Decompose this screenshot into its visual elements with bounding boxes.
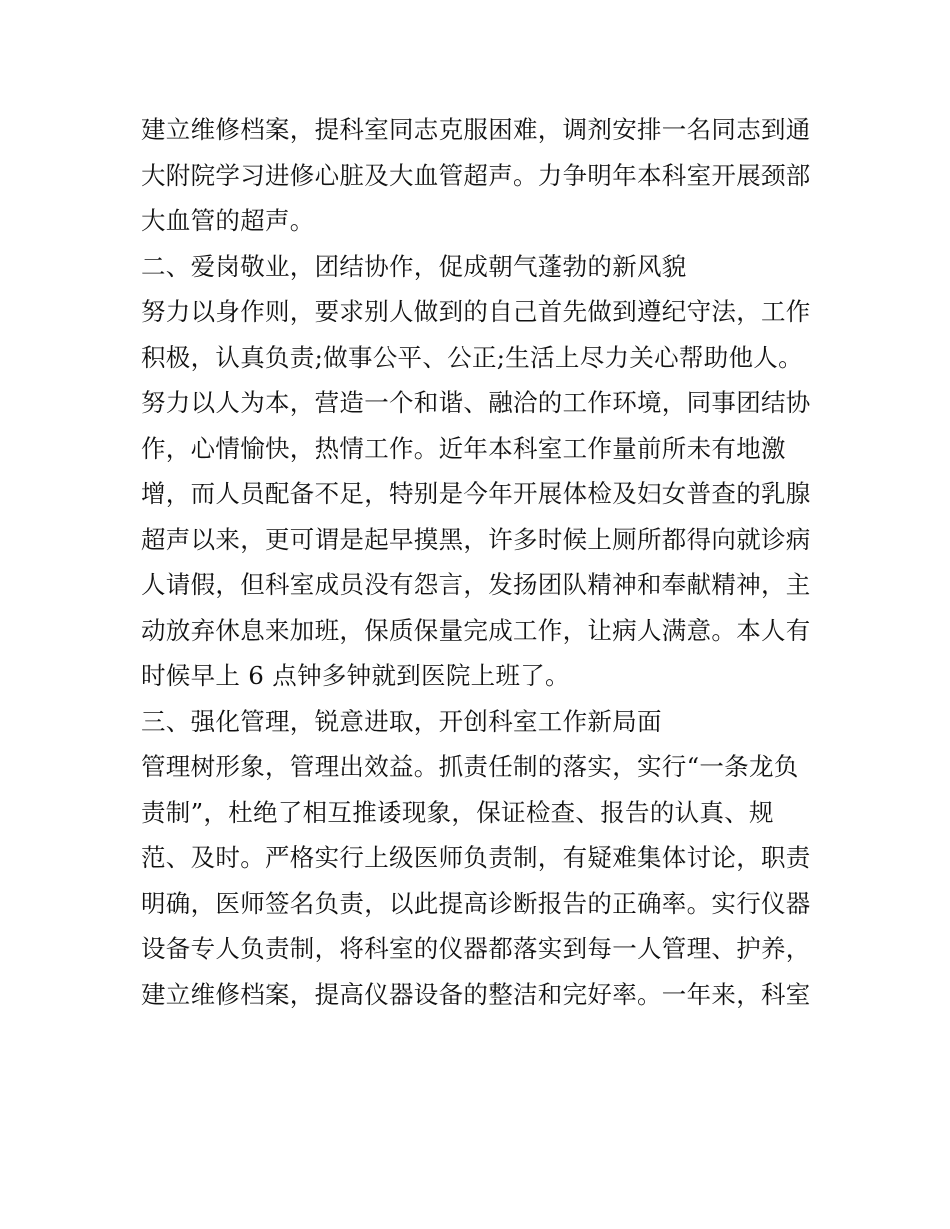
body-line: 动放弃休息来加班，保质保量完成工作，让病人满意。本人有	[141, 615, 811, 645]
body-line: 范、及时。严格实行上级医师负责制，有疑难集体讨论，职责	[141, 843, 811, 872]
body-line: 超声以来，更可谓是起早摸黑，许多时候上厕所都得向就诊病	[141, 524, 811, 554]
body-line: 增，而人员配备不足，特别是今年开展体检及妇女普查的乳腺	[141, 479, 811, 508]
body-line: 建立维修档案，提高仪器设备的整洁和完好率。一年来，科室	[141, 979, 811, 1009]
body-line: 建立维修档案，提科室同志克服困难，调剂安排一名同志到通	[141, 115, 811, 144]
body-line: 积极，认真负责;做事公平、公正;生活上尽力关心帮助他人。	[141, 342, 803, 372]
body-line: 大附院学习进修心脏及大血管超声。力争明年本科室开展颈部	[141, 160, 811, 190]
body-line: 明确，医师签名负责，以此提高诊断报告的正确率。实行仪器	[141, 888, 811, 918]
body-line: 努力以身作则，要求别人做到的自己首先做到遵纪守法，工作	[141, 297, 811, 326]
document-body	[141, 107, 821, 1017]
body-line: 人请假，但科室成员没有怨言，发扬团队精神和奉献精神，主	[141, 570, 811, 599]
body-line: 大血管的超声。	[141, 206, 315, 235]
section-heading: 三、强化管理，锐意进取，开创科室工作新局面	[141, 706, 662, 736]
body-line: 管理树形象，管理出效益。抓责任制的落实，实行“一条龙负	[141, 752, 799, 781]
body-line: 设备专人负责制，将科室的仪器都落实到每一人管理、护养，	[141, 934, 811, 963]
body-line: 责制”，杜绝了相互推诿现象，保证检查、报告的认真、规	[141, 797, 774, 827]
body-line: 作，心情愉快，热情工作。近年本科室工作量前所未有地激	[141, 433, 786, 463]
body-line: 时候早上 6 点钟多钟就到医院上班了。	[141, 661, 570, 690]
section-heading: 二、爱岗敬业，团结协作，促成朝气蓬勃的新风貌	[141, 251, 687, 281]
body-line: 努力以人为本，营造一个和谐、融洽的工作环境，同事团结协	[141, 388, 811, 417]
